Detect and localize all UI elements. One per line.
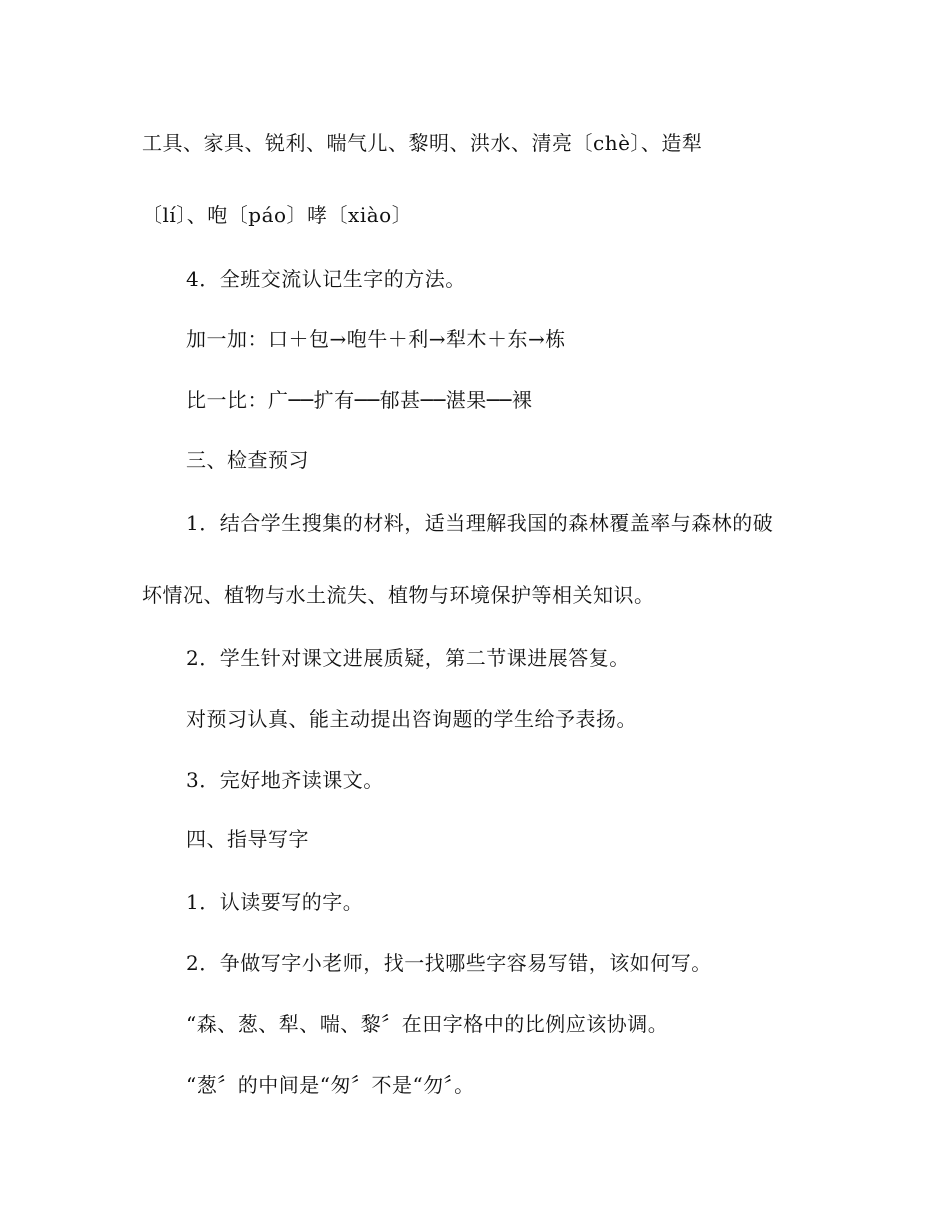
section-heading-writing-guidance: 四、指导写字 bbox=[186, 827, 309, 851]
paragraph-vocabulary-line-1: 工具、家具、锐利、喘气儿、黎明、洪水、清亮〔chè〕、造犁 bbox=[142, 131, 703, 155]
praise-note: 对预习认真、能主动提出咨询题的学生给予表扬。 bbox=[186, 707, 637, 731]
section-heading-check-preview: 三、检查预习 bbox=[186, 448, 309, 472]
item-2-little-teacher: 2．争做写字小老师，找一找哪些字容易写错，该如何写。 bbox=[186, 951, 712, 975]
compare-characters-exercise: 比一比：广──扩有──郁甚──湛果──裸 bbox=[186, 388, 533, 412]
item-1-forest-materials-line-1: 1．结合学生搜集的材料，适当理解我国的森林覆盖率与森林的破 bbox=[186, 511, 774, 535]
item-1-forest-materials-line-2: 坏情况、植物与水土流失、植物与环境保护等相关知识。 bbox=[142, 583, 655, 607]
paragraph-vocabulary-line-2: 〔lí〕、咆〔páo〕哮〔xiào〕 bbox=[142, 203, 413, 227]
step-4-class-exchange: 4．全班交流认记生字的方法。 bbox=[186, 267, 466, 291]
item-3-read-aloud: 3．完好地齐读课文。 bbox=[186, 768, 384, 792]
add-characters-exercise: 加一加：口＋包→咆牛＋利→犁木＋东→栋 bbox=[186, 327, 566, 351]
character-detail-note: “葱〞的中间是“匆〞不是“勿〞。 bbox=[186, 1073, 475, 1097]
item-2-student-questions: 2．学生针对课文进展质疑，第二节课进展答复。 bbox=[186, 646, 630, 670]
grid-proportion-note: “森、葱、犁、喘、黎〞在田字格中的比例应该协调。 bbox=[186, 1012, 669, 1036]
item-1-read-characters: 1．认读要写的字。 bbox=[186, 890, 364, 914]
